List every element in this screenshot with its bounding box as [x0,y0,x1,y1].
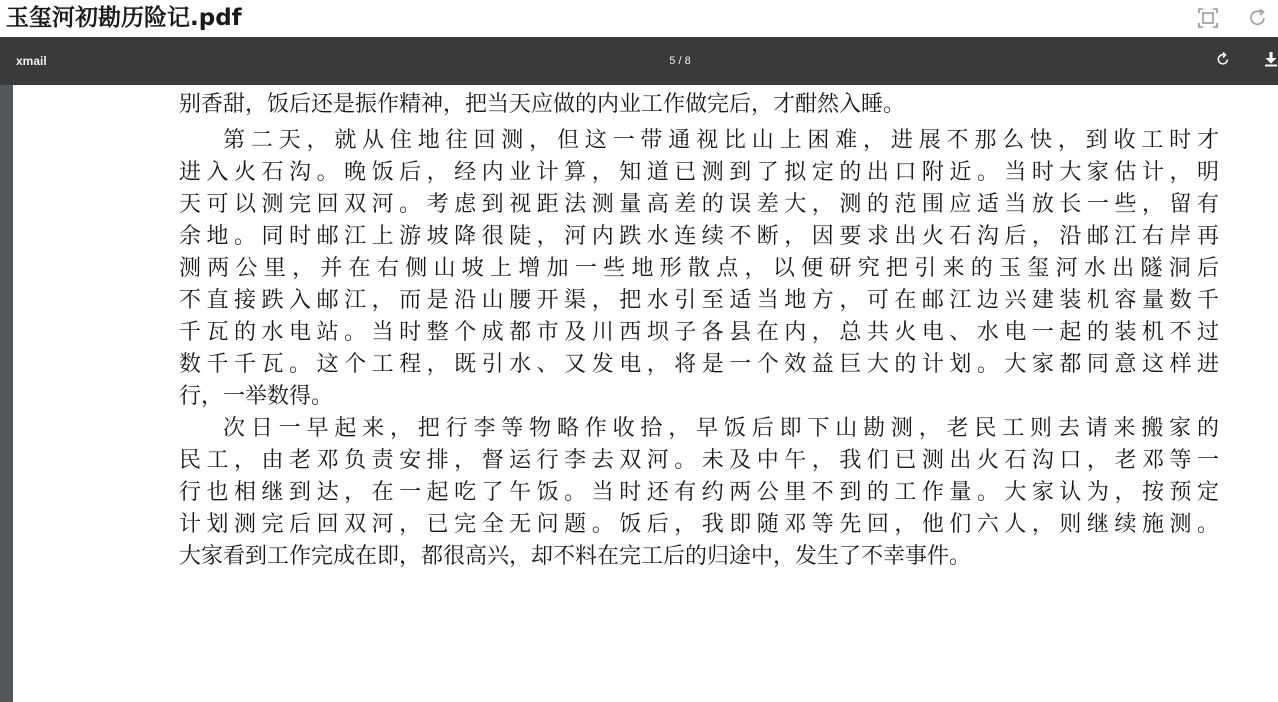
text-line: 数千千瓦。这个工程，既引水、又发电，将是一个效益巨大的计划。大家都同意这样进 [179,352,1219,377]
document-name: xmail [16,54,47,68]
fullscreen-button[interactable] [1195,5,1221,31]
redo-button[interactable] [1245,5,1271,31]
text-line: 民工，由老邓负责安排，督运行李去双河。未及中午，我们已测出火石沟口，老邓等一 [179,448,1219,473]
text-line: 计划测完后回双河，已完全无问题。饭后，我即随邓等先回，他们六人，则继续施测。 [179,512,1219,537]
text-line: 第二天，就从住地往回测，但这一带通视比山上困难，进展不那么快，到收工时才 [223,128,1219,153]
rotate-icon [1215,51,1231,71]
text-line: 大家看到工作完成在即，都很高兴，却不料在完工后的归途中，发生了不幸事件。 [179,544,972,569]
text-line: 行也相继到达，在一起吃了午饭。当时还有约两公里不到的工作量。大家认为，按预定 [179,480,1219,505]
page-text [179,85,1219,573]
file-title: 玉玺河初勘历险记.pdf [6,5,242,31]
download-icon [1264,51,1278,71]
text-line: 次日一早起来，把行李等物略作收拾，早饭后即下山勘测，老民工则去请来搬家的 [223,416,1219,441]
rotate-button[interactable] [1213,51,1233,71]
page-indicator: 5 / 8 [669,55,691,67]
download-button[interactable] [1261,51,1278,71]
text-line: 天可以测完回双河。考虑到视距法测量高差的误差大，测的范围应适当放长一些，留有 [179,192,1219,217]
text-line: 不直接跌入邮江，而是沿山腰开渠，把水引至适当地方，可在邮江边兴建装机容量数千 [179,288,1219,313]
file-title-bar [0,0,1278,37]
text-line: 余地。同时邮江上游坡降很陡，河内跌水连续不断，因要求出火石沟后，沿邮江右岸再 [179,224,1219,249]
text-line: 行，一举数得。 [179,384,334,409]
text-line: 进入火石沟。晚饭后，经内业计算，知道已测到了拟定的出口附近。当时大家估计，明 [179,160,1219,185]
fullscreen-icon [1197,7,1219,29]
text-line: 别香甜，饭后还是振作精神，把当天应做的内业工作做完后，才酣然入睡。 [179,92,906,117]
pdf-page [13,85,1278,702]
viewer-toolbar [0,37,1278,85]
text-line: 千瓦的水电站。当时整个成都市及川西坝子各县在内，总共火电、水电一起的装机不过 [179,320,1219,345]
redo-icon [1247,7,1269,29]
pdf-viewport[interactable] [0,85,1278,702]
text-line: 测两公里，并在右侧山坡上增加一些地形散点，以便研究把引来的玉玺河水出隧洞后 [179,256,1219,281]
